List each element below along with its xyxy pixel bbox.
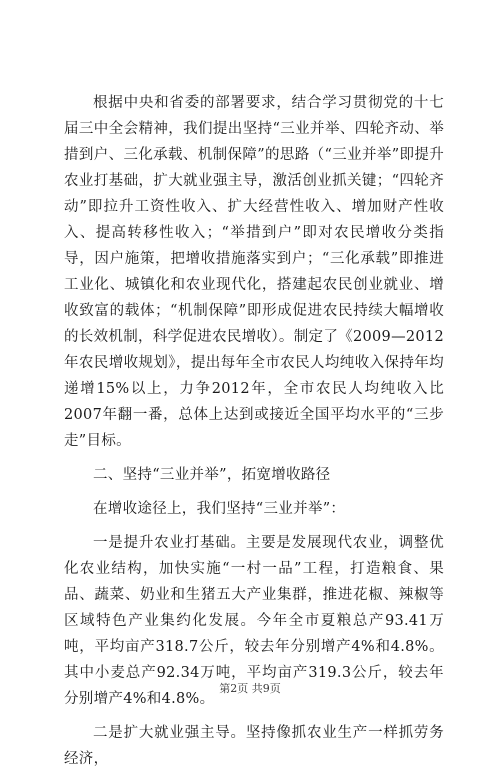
paragraph-agriculture: 一是提升农业打基础。主要是发展现代农业，调整优化农业结构，加快实施“一村一品”工程，打造粮食、果品、蔬菜、奶业和生猪五大产业集群，推进花椒、辣椒等区域特色产业集约化发展。今年全市夏粮总产93.41万吨，平均亩产318.7公斤，较去年分别增产4%和4.8%。其中小麦总产92.34万吨，平均亩产319.3公斤，较去年分别增产4%和4.8%。 — [64, 535, 444, 707]
paragraph-intro: 根据中央和省委的部署要求，结合学习贯彻党的十七届三中全会精神，我们提出坚持“三业并举、四轮齐动、举措到户、三化承载、机制保障”的思路（“三业并举”即提升农业打基础，扩大就业强主导，激活创业抓关键；“四轮齐动”即拉升工资性收入、扩大经营性收入、增加财产性收入、提高转移性收入；“举措到户”即对农民增收分类指导，因户施策，把增收措施落实到户；“三化承载”即推进工业化、城镇化和农业现代化，搭建起农民创业就业、增收致富的载体；“机制保障”即形成促进农民持续大幅增收的长效机制，科学促进农民增收）。制定了《2009—2012年农民增收规划》，提出每年全市农民人均纯收入保持年均递增15%以上，力争2012年，全市农民人均纯收入比2007年翻一番，总体上达到或接近全国平均水平的“三步走”目标。 — [64, 95, 444, 449]
document-body — [64, 90, 444, 780]
page-number-footer: 第2页 共9页 — [219, 682, 281, 695]
section-heading: 二、坚持“三业并举”，拓宽增收路径 — [93, 467, 331, 483]
paragraph-employment: 二是扩大就业强主导。坚持像抓农业生产一样抓劳务经济， — [64, 725, 444, 767]
paragraph-approach: 在增收途径上，我们坚持“三业并举”： — [93, 501, 346, 517]
